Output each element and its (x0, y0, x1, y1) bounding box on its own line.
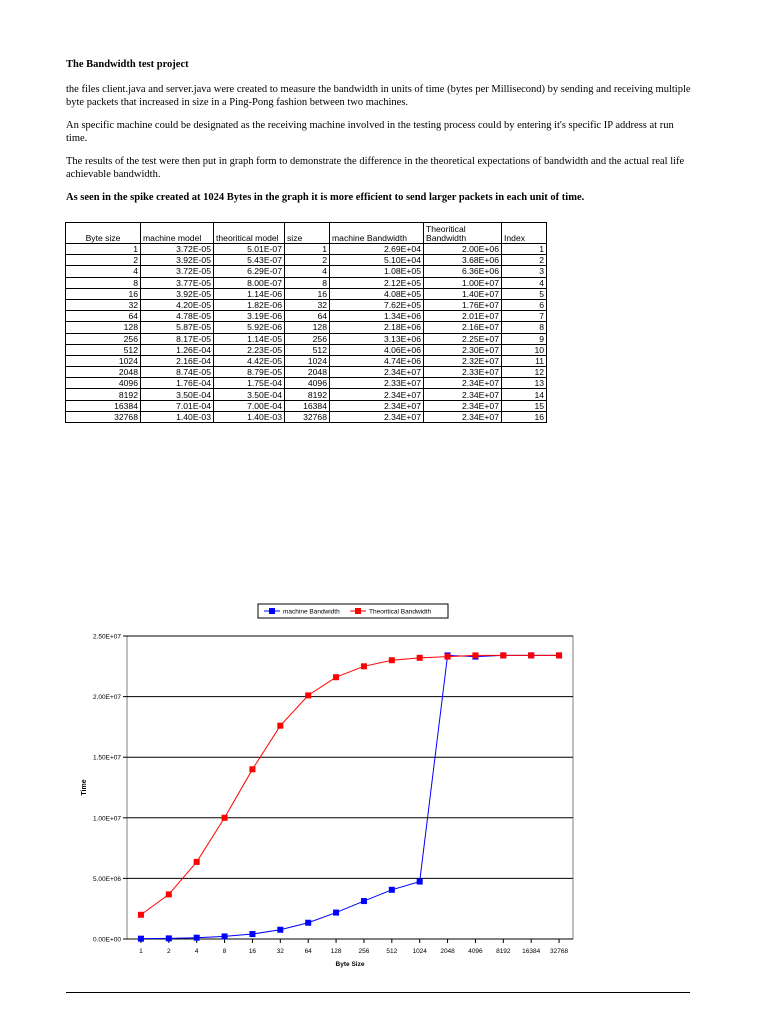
y-tick-label: 2.00E+07 (92, 694, 121, 702)
table-cell: 64 (66, 311, 141, 322)
bandwidth-table (65, 222, 547, 423)
table-cell: 3.72E-05 (141, 266, 214, 277)
data-point (389, 887, 395, 893)
table-cell: 4.06E+06 (330, 344, 424, 355)
data-point (417, 655, 423, 661)
table-cell: 7.01E-04 (141, 400, 214, 411)
table-cell: 8 (285, 277, 330, 288)
data-point (222, 815, 228, 821)
table-row (66, 322, 547, 333)
table-cell: 8.79E-05 (214, 367, 285, 378)
table-cell: 11 (502, 355, 547, 366)
table-cell: 2.34E+07 (424, 411, 502, 422)
table-cell: 4 (285, 266, 330, 277)
data-point (249, 931, 255, 937)
table-cell: 3.13E+06 (330, 333, 424, 344)
table-cell: 2.00E+06 (424, 244, 502, 255)
data-point (194, 859, 200, 865)
table-cell: 2.18E+06 (330, 322, 424, 333)
table-cell: 1.76E+07 (424, 299, 502, 310)
table-header-row (66, 223, 547, 244)
table-row (66, 299, 547, 310)
table-cell: 3.92E-05 (141, 255, 214, 266)
table-cell: 1.40E-03 (214, 411, 285, 422)
table-cell: 64 (285, 311, 330, 322)
header-theoritical-bandwidth: Theoritical Bandwidth (424, 223, 502, 244)
table-cell: 8 (66, 277, 141, 288)
table-cell: 1.40E-03 (141, 411, 214, 422)
x-tick-label: 1024 (412, 948, 427, 955)
table-row (66, 367, 547, 378)
table-cell: 2.34E+07 (424, 400, 502, 411)
table-cell: 2.16E+07 (424, 322, 502, 333)
table-cell: 128 (66, 322, 141, 333)
legend-marker (269, 608, 275, 614)
table-row (66, 400, 547, 411)
table-row (66, 288, 547, 299)
data-point (222, 933, 228, 939)
table-cell: 3.77E-05 (141, 277, 214, 288)
table-cell: 12 (502, 367, 547, 378)
table-cell: 32768 (66, 411, 141, 422)
table-row (66, 277, 547, 288)
table-cell: 1.26E-04 (141, 344, 214, 355)
table-cell: 5 (502, 288, 547, 299)
table-row (66, 266, 547, 277)
table-cell: 4096 (285, 378, 330, 389)
table-cell: 5.10E+04 (330, 255, 424, 266)
table-cell: 16384 (66, 400, 141, 411)
data-point (556, 652, 562, 658)
x-tick-label: 16384 (522, 948, 541, 955)
table-cell: 2048 (285, 367, 330, 378)
table-cell: 16384 (285, 400, 330, 411)
table-cell: 4.08E+05 (330, 288, 424, 299)
table-row (66, 355, 547, 366)
table-cell: 2.34E+07 (330, 411, 424, 422)
table-cell: 32 (285, 299, 330, 310)
table-cell: 16 (285, 288, 330, 299)
table-cell: 2.69E+04 (330, 244, 424, 255)
table-cell: 1024 (285, 355, 330, 366)
header-size: size (285, 223, 330, 244)
bandwidth-chart (76, 598, 586, 974)
table-cell: 13 (502, 378, 547, 389)
table-cell: 7.62E+05 (330, 299, 424, 310)
table-cell: 2.12E+05 (330, 277, 424, 288)
paragraph-3: The results of the test were then put in graph form to demonstrate the difference in the theoretical expectations of bandwidth and the actual real life achievable bandwidth. (66, 156, 685, 180)
table-cell: 128 (285, 322, 330, 333)
header-machine-bandwidth: machine Bandwidth (330, 223, 424, 244)
table-cell: 1.34E+06 (330, 311, 424, 322)
table-cell: 8.74E-05 (141, 367, 214, 378)
bold-statement: As seen in the spike created at 1024 Bytes in the graph it is more efficient to send larger packets in each unit of time. (66, 192, 585, 203)
table-cell: 2 (66, 255, 141, 266)
data-point (305, 692, 311, 698)
table-cell: 3.92E-05 (141, 288, 214, 299)
data-point (249, 766, 255, 772)
table-cell: 14 (502, 389, 547, 400)
table-cell: 8192 (285, 389, 330, 400)
x-tick-label: 8192 (496, 948, 511, 955)
table-cell: 2.33E+07 (424, 367, 502, 378)
x-tick-label: 16 (248, 948, 257, 955)
table-cell: 3.72E-05 (141, 244, 214, 255)
table-cell: 8 (502, 322, 547, 333)
header-theoritical-model: theoritical model (214, 223, 285, 244)
document-title: The Bandwidth test project (66, 59, 189, 70)
table-cell: 6.36E+06 (424, 266, 502, 277)
data-point (138, 936, 144, 942)
y-tick-label: 1.50E+07 (92, 754, 121, 762)
table-cell: 8192 (66, 389, 141, 400)
table-cell: 3.50E-04 (214, 389, 285, 400)
table-cell: 4.20E-05 (141, 299, 214, 310)
table-cell: 5.43E-07 (214, 255, 285, 266)
table-cell: 8.17E-05 (141, 333, 214, 344)
x-tick-label: 128 (330, 948, 342, 955)
x-tick-label: 2 (167, 948, 171, 955)
x-tick-label: 512 (386, 948, 398, 955)
table-cell: 2048 (66, 367, 141, 378)
table-cell: 2 (502, 255, 547, 266)
table-cell: 8.00E-07 (214, 277, 285, 288)
table-cell: 2.25E+07 (424, 333, 502, 344)
table-cell: 2.34E+07 (330, 389, 424, 400)
table-row (66, 311, 547, 322)
table-cell: 16 (502, 411, 547, 422)
table-row (66, 255, 547, 266)
y-axis-label: Time (81, 779, 88, 796)
table-cell: 1.08E+05 (330, 266, 424, 277)
table-cell: 2.16E-04 (141, 355, 214, 366)
x-tick-label: 8 (222, 948, 227, 955)
x-tick-label: 64 (304, 948, 312, 955)
x-tick-label: 4096 (468, 948, 483, 955)
x-tick-label: 32768 (550, 948, 569, 955)
plot-area (127, 636, 573, 939)
table-cell: 10 (502, 344, 547, 355)
y-tick-label: 2.50E+07 (92, 633, 121, 641)
table-row (66, 378, 547, 389)
table-cell: 4.74E+06 (330, 355, 424, 366)
table-cell: 2.34E+07 (330, 400, 424, 411)
table-cell: 2.30E+07 (424, 344, 502, 355)
table-cell: 3.68E+06 (424, 255, 502, 266)
table-cell: 1.14E-05 (214, 333, 285, 344)
table-cell: 1.82E-06 (214, 299, 285, 310)
table-cell: 7 (502, 311, 547, 322)
header-byte-size: Byte size (66, 223, 141, 244)
data-point (166, 891, 172, 897)
table-cell: 2.34E+07 (424, 378, 502, 389)
footer-divider (66, 992, 690, 993)
table-cell: 512 (285, 344, 330, 355)
table-cell: 256 (285, 333, 330, 344)
header-machine-model: machine model (141, 223, 214, 244)
table-row (66, 411, 547, 422)
paragraph-2: An specific machine could be designated as the receiving machine involved in the testing process could by entering it's specific IP address at run time. (66, 120, 674, 144)
data-point (166, 935, 172, 941)
table-body (66, 244, 547, 423)
table-cell: 2.34E+07 (330, 367, 424, 378)
table-cell: 2.23E-05 (214, 344, 285, 355)
data-point (333, 674, 339, 680)
table-cell: 5.01E-07 (214, 244, 285, 255)
legend-marker (355, 608, 361, 614)
data-point (528, 652, 534, 658)
data-point (445, 654, 451, 660)
data-point (472, 652, 478, 658)
data-point (361, 663, 367, 669)
table-cell: 6 (502, 299, 547, 310)
table-cell: 256 (66, 333, 141, 344)
table-cell: 1 (502, 244, 547, 255)
table-cell: 15 (502, 400, 547, 411)
data-point (333, 910, 339, 916)
header-index: Index (502, 223, 547, 244)
x-tick-label: 4 (194, 948, 199, 955)
y-tick-label: 0.00E+00 (92, 936, 121, 944)
table-cell: 3 (502, 266, 547, 277)
y-tick-label: 1.00E+07 (92, 815, 121, 823)
table-cell: 7.00E-04 (214, 400, 285, 411)
table-row (66, 333, 547, 344)
table-row (66, 344, 547, 355)
x-axis-label: Byte Size (335, 961, 365, 968)
data-point (417, 879, 423, 885)
table-cell: 3.19E-06 (214, 311, 285, 322)
legend-label: machine Bandwidth (283, 608, 340, 616)
data-point (389, 657, 395, 663)
data-point (277, 723, 283, 729)
table-row (66, 389, 547, 400)
table-cell: 512 (66, 344, 141, 355)
table-cell: 5.92E-06 (214, 322, 285, 333)
table-cell: 16 (66, 288, 141, 299)
x-tick-label: 256 (358, 948, 370, 955)
legend-label: Theoritical Bandwidth (369, 608, 432, 616)
table-cell: 2.34E+07 (424, 389, 502, 400)
x-tick-label: 32 (276, 948, 284, 955)
table-cell: 2 (285, 255, 330, 266)
table-cell: 1.75E-04 (214, 378, 285, 389)
data-point (305, 920, 311, 926)
paragraph-1: the files client.java and server.java were created to measure the bandwidth in units of time (bytes per Millisecond) by sending and receiving multiple byte packets that increased in size in a Ping-Pong fashion between two machines. (66, 84, 691, 108)
data-point (500, 652, 506, 658)
table-cell: 6.29E-07 (214, 266, 285, 277)
x-tick-label: 2048 (440, 948, 455, 955)
data-point (361, 898, 367, 904)
table-cell: 3.50E-04 (141, 389, 214, 400)
table-cell: 5.87E-05 (141, 322, 214, 333)
table-cell: 2.33E+07 (330, 378, 424, 389)
table-cell: 1.40E+07 (424, 288, 502, 299)
table-row (66, 244, 547, 255)
table-cell: 4096 (66, 378, 141, 389)
data-point (277, 927, 283, 933)
table-cell: 1.14E-06 (214, 288, 285, 299)
table-cell: 4.42E-05 (214, 355, 285, 366)
table-cell: 1.00E+07 (424, 277, 502, 288)
document-body (66, 58, 696, 214)
table-cell: 4.78E-05 (141, 311, 214, 322)
table-cell: 1024 (66, 355, 141, 366)
table-cell: 2.01E+07 (424, 311, 502, 322)
y-tick-label: 5.00E+06 (92, 875, 121, 883)
table-cell: 4 (502, 277, 547, 288)
table-cell: 2.32E+07 (424, 355, 502, 366)
data-point (194, 935, 200, 941)
table-cell: 4 (66, 266, 141, 277)
x-tick-label: 1 (139, 948, 143, 955)
table-cell: 32768 (285, 411, 330, 422)
data-point (138, 912, 144, 918)
table-cell: 9 (502, 333, 547, 344)
table-cell: 32 (66, 299, 141, 310)
table-cell: 1 (66, 244, 141, 255)
table-cell: 1.76E-04 (141, 378, 214, 389)
table-cell: 1 (285, 244, 330, 255)
chart-svg (76, 598, 586, 974)
